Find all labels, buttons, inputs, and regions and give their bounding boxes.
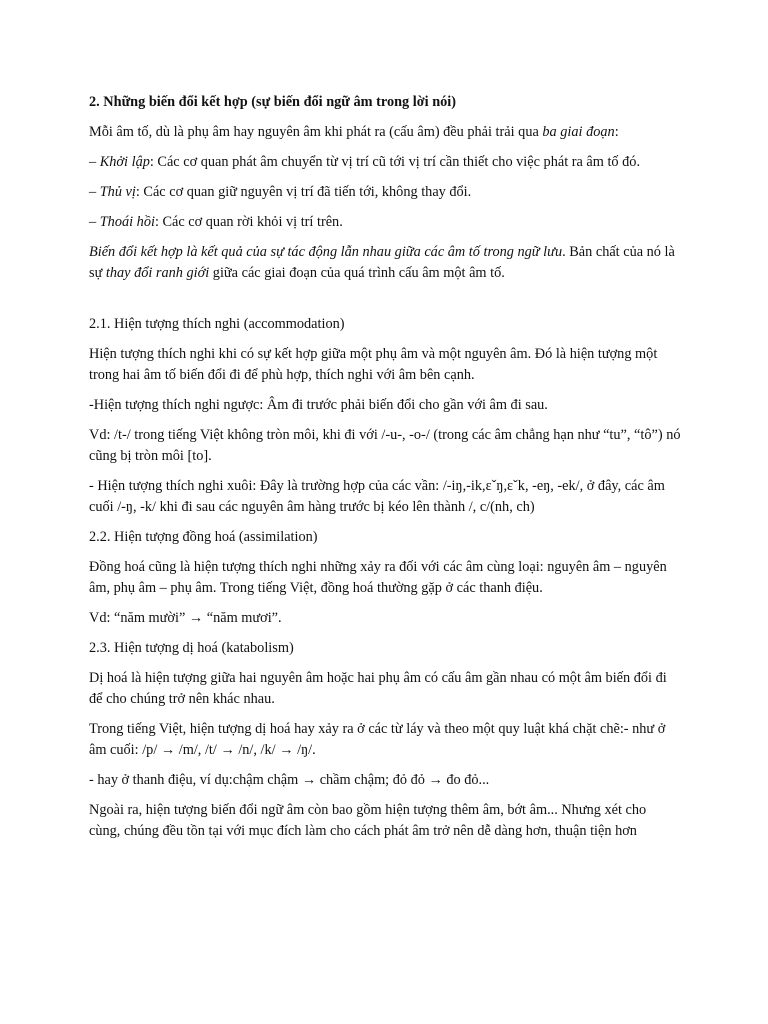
stage-dash: –	[89, 214, 100, 230]
intro-emphasis: ba giai đoạn	[542, 124, 615, 140]
stage-item	[89, 182, 681, 203]
paragraph: - Hiện tượng thích nghi xuôi: Đây là trường hợp của các vần: /-iŋ,-ik,ɛˇŋ,ɛˇk, -eŋ, -ek/, ở đây, các âm cuối /-ŋ, -k/ khi đi sau các nguyên âm hàng trước bị kéo lên thành /, c/(nh, ch)	[89, 478, 665, 515]
stage-name: Thoái hồi	[99, 214, 155, 230]
stage-item	[89, 152, 681, 173]
intro-end: :	[614, 124, 619, 140]
stage-text: : Các cơ quan giữ nguyên vị trí đã tiến tới, không thay đổi.	[135, 184, 472, 200]
stage-item	[89, 212, 681, 233]
definition-text-2: giữa các giai đoạn của quá trình cấu âm một âm tố.	[209, 265, 505, 281]
paragraph: Hiện tượng thích nghi khi có sự kết hợp giữa một phụ âm và một nguyên âm. Đó là hiện tượng một trong hai âm tố biến đổi đi để phù hợp, thích nghi với âm bên cạnh.	[89, 346, 658, 383]
section-heading: 2. Những biến đổi kết hợp (sự biến đổi ngữ âm trong lời nói)	[89, 94, 457, 110]
stage-dash: –	[89, 154, 100, 170]
paragraph: - hay ở thanh điệu, ví dụ:chậm chậm → chầm chậm; đỏ đỏ → đo đỏ...	[89, 772, 490, 788]
subsection-title-2-1: 2.1. Hiện tượng thích nghi (accommodation)	[89, 316, 345, 332]
definition-italic-2: thay đổi ranh giới	[105, 265, 210, 281]
intro-paragraph	[89, 122, 681, 143]
stage-name: Khởi lập	[99, 154, 150, 170]
paragraph: -Hiện tượng thích nghi ngược: Âm đi trước phải biến đổi cho gần với âm đi sau.	[89, 397, 548, 413]
definition-paragraph	[89, 242, 681, 284]
paragraph: Dị hoá là hiện tượng giữa hai nguyên âm hoặc hai phụ âm có cấu âm gần nhau có một âm biến đổi đi để cho chúng trở nên khác nhau.	[89, 670, 667, 707]
intro-text: Mỗi âm tố, dù là phụ âm hay nguyên âm khi phát ra (cấu âm) đều phải trải qua	[89, 124, 543, 140]
definition-italic: Biến đổi kết hợp là kết quả của sự tác động lẫn nhau giữa các âm tố trong ngữ lưu	[89, 244, 563, 260]
paragraph: Đồng hoá cũng là hiện tượng thích nghi những xảy ra đối với các âm cùng loại: nguyên âm – nguyên âm, phụ âm – phụ âm. Trong tiếng Việt, đồng hoá thường gặp ở các thanh điệu.	[89, 559, 667, 596]
stage-name: Thủ vị	[99, 184, 136, 200]
stage-text: : Các cơ quan phát âm chuyển từ vị trí cũ tới vị trí cần thiết cho việc phát ra âm tố đó.	[149, 154, 641, 170]
paragraph: Vd: “năm mười” → “năm mươi”.	[89, 610, 282, 626]
subsection-title-2-2: 2.2. Hiện tượng đồng hoá (assimilation)	[89, 529, 318, 545]
stage-text: : Các cơ quan rời khỏi vị trí trên.	[154, 214, 343, 230]
document-page	[89, 92, 681, 851]
subsection-title-2-3: 2.3. Hiện tượng dị hoá (katabolism)	[89, 640, 294, 656]
paragraph: Vd: /t-/ trong tiếng Việt không tròn môi, khi đi với /-u-, -o-/ (trong các âm chẳng hạn như “tu”, “tô”) nó cũng bị tròn môi [to].	[89, 427, 681, 464]
stage-dash: –	[89, 184, 100, 200]
paragraph: Trong tiếng Việt, hiện tượng dị hoá hay xảy ra ở các từ láy và theo một quy luật khá chặt chẽ:- như ở âm cuối: /p/ → /m/, /t/ → /n/, /k/ → /ŋ/.	[89, 721, 666, 758]
definition-text: . Bản chất của nó là sự	[89, 244, 675, 281]
paragraph: Ngoài ra, hiện tượng biến đổi ngữ âm còn bao gồm hiện tượng thêm âm, bớt âm... Nhưng xét cho cùng, chúng đều tồn tại với mục đích làm cho cách phát âm trở nên dễ dàng hơn, thuận tiện hơn	[89, 802, 647, 839]
